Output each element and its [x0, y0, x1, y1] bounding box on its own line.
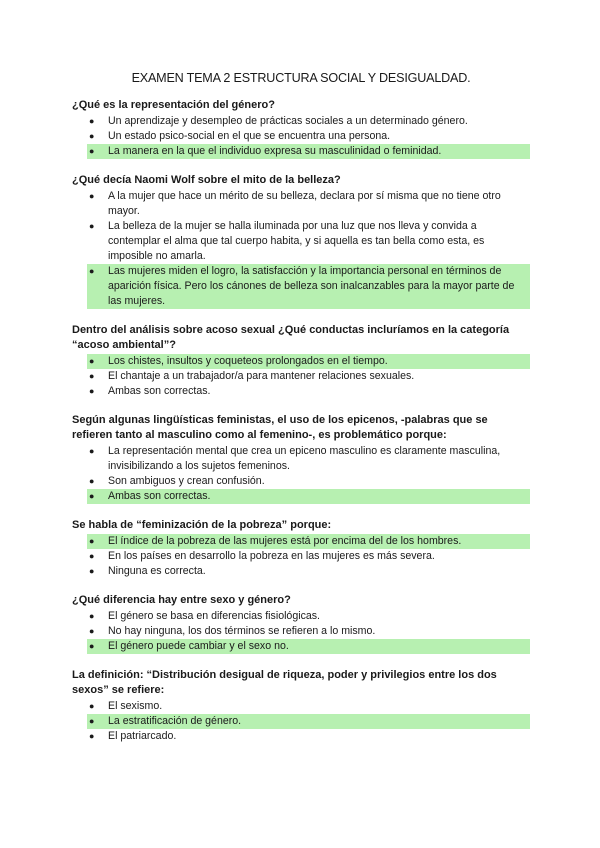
answer-option — [89, 129, 530, 144]
answer-option — [89, 624, 530, 639]
answer-text: La manera en la que el individuo expresa su masculinidad o feminidad. — [108, 145, 442, 157]
question-text: La definición: “Distribución desigual de riqueza, poder y privilegios entre los dos sexos” se refiere: — [72, 669, 497, 696]
answer-text: Ambas son correctas. — [108, 490, 211, 502]
question-text: Según algunas lingüísticas feministas, el uso de los epicenos, -palabras que se refieren tanto al masculino como al femenino-, es problemático porque: — [72, 414, 488, 441]
answer-text: La belleza de la mujer se halla iluminada por una luz que nos lleva y convida a contemplar el alma que tal cuerpo habita, y si aquella es tan bella como esta, es imposible no amarla. — [108, 220, 485, 262]
question-text: Dentro del análisis sobre acoso sexual ¿Qué conductas incluríamos en la categoría “acoso ambiental”? — [72, 324, 510, 351]
answer-text: La estratificación de género. — [108, 715, 242, 727]
answer-option — [89, 219, 530, 264]
answer-text: A la mujer que hace un mérito de su belleza, declara por sí misma que no tiene otro mayor. — [108, 190, 501, 217]
bullet-icon: ● — [89, 536, 95, 546]
answer-option-correct — [87, 144, 530, 159]
answer-options — [72, 534, 530, 579]
bullet-icon: ● — [89, 476, 95, 486]
question-text: ¿Qué decía Naomi Wolf sobre el mito de la belleza? — [72, 174, 341, 186]
answer-text: La representación mental que crea un epiceno masculino es claramente masculina, invisibilizando a los sujetos femeninos. — [108, 445, 501, 472]
question-text: Se habla de “feminización de la pobreza” porque: — [72, 519, 332, 531]
question-block — [72, 173, 530, 309]
answer-option-correct — [87, 639, 530, 654]
answer-option — [89, 549, 530, 564]
answer-text: Un aprendizaje y desempleo de prácticas sociales a un determinado género. — [108, 115, 468, 127]
question-block — [72, 323, 530, 399]
question-block — [72, 593, 530, 654]
question-block — [72, 518, 530, 579]
answer-option — [89, 384, 530, 399]
answer-option — [89, 444, 530, 474]
answer-option — [89, 564, 530, 579]
answer-option — [89, 369, 530, 384]
answer-text: En los países en desarrollo la pobreza en las mujeres es más severa. — [108, 550, 435, 562]
answer-options — [72, 189, 530, 309]
answer-text: Los chistes, insultos y coqueteos prolongados en el tiempo. — [108, 355, 388, 367]
answer-text: Son ambiguos y crean confusión. — [108, 475, 265, 487]
bullet-icon: ● — [89, 191, 95, 201]
answer-text: El género se basa en diferencias fisiológicas. — [108, 610, 320, 622]
answer-option — [89, 699, 530, 714]
bullet-icon: ● — [89, 386, 95, 396]
question-list — [72, 98, 530, 744]
bullet-icon: ● — [89, 266, 95, 276]
answer-option — [89, 729, 530, 744]
answer-options — [72, 444, 530, 504]
question-text: ¿Qué diferencia hay entre sexo y género? — [72, 594, 291, 606]
answer-text: Ambas son correctas. — [108, 385, 211, 397]
answer-option-correct — [87, 534, 530, 549]
answer-text: El sexismo. — [108, 700, 163, 712]
answer-text: No hay ninguna, los dos términos se refieren a lo mismo. — [108, 625, 376, 637]
answer-text: Las mujeres miden el logro, la satisfacción y la importancia personal en términos de aparición física. Pero los cánones de belleza son inalcanzables para la mayor parte de las mujeres. — [108, 265, 515, 307]
question-block — [72, 668, 530, 744]
answer-option-correct — [87, 354, 530, 369]
answer-option — [89, 114, 530, 129]
bullet-icon: ● — [89, 131, 95, 141]
answer-text: El índice de la pobreza de las mujeres está por encima del de los hombres. — [108, 535, 462, 547]
bullet-icon: ● — [89, 221, 95, 231]
answer-text: Un estado psico-social en el que se encuentra una persona. — [108, 130, 391, 142]
question-text: ¿Qué es la representación del género? — [72, 99, 275, 111]
question-block — [72, 98, 530, 159]
bullet-icon: ● — [89, 371, 95, 381]
bullet-icon: ● — [89, 116, 95, 126]
answer-option — [89, 474, 530, 489]
bullet-icon: ● — [89, 701, 95, 711]
bullet-icon: ● — [89, 356, 95, 366]
answer-options — [72, 114, 530, 159]
bullet-icon: ● — [89, 611, 95, 621]
bullet-icon: ● — [89, 446, 95, 456]
question-block — [72, 413, 530, 504]
bullet-icon: ● — [89, 551, 95, 561]
answer-option — [89, 609, 530, 624]
document-title: EXAMEN TEMA 2 ESTRUCTURA SOCIAL Y DESIGUALDAD. — [131, 71, 471, 85]
answer-options — [72, 609, 530, 654]
answer-option-correct — [87, 264, 530, 309]
bullet-icon: ● — [89, 641, 95, 651]
bullet-icon: ● — [89, 731, 95, 741]
bullet-icon: ● — [89, 491, 95, 501]
answer-text: El chantaje a un trabajador/a para mantener relaciones sexuales. — [108, 370, 415, 382]
answer-text: El género puede cambiar y el sexo no. — [108, 640, 289, 652]
answer-option-correct — [87, 489, 530, 504]
answer-option-correct — [87, 714, 530, 729]
bullet-icon: ● — [89, 566, 95, 576]
answer-options — [72, 354, 530, 399]
answer-options — [72, 699, 530, 744]
answer-text: El patriarcado. — [108, 730, 177, 742]
answer-text: Ninguna es correcta. — [108, 565, 206, 577]
bullet-icon: ● — [89, 146, 95, 156]
answer-option — [89, 189, 530, 219]
bullet-icon: ● — [89, 626, 95, 636]
bullet-icon: ● — [89, 716, 95, 726]
